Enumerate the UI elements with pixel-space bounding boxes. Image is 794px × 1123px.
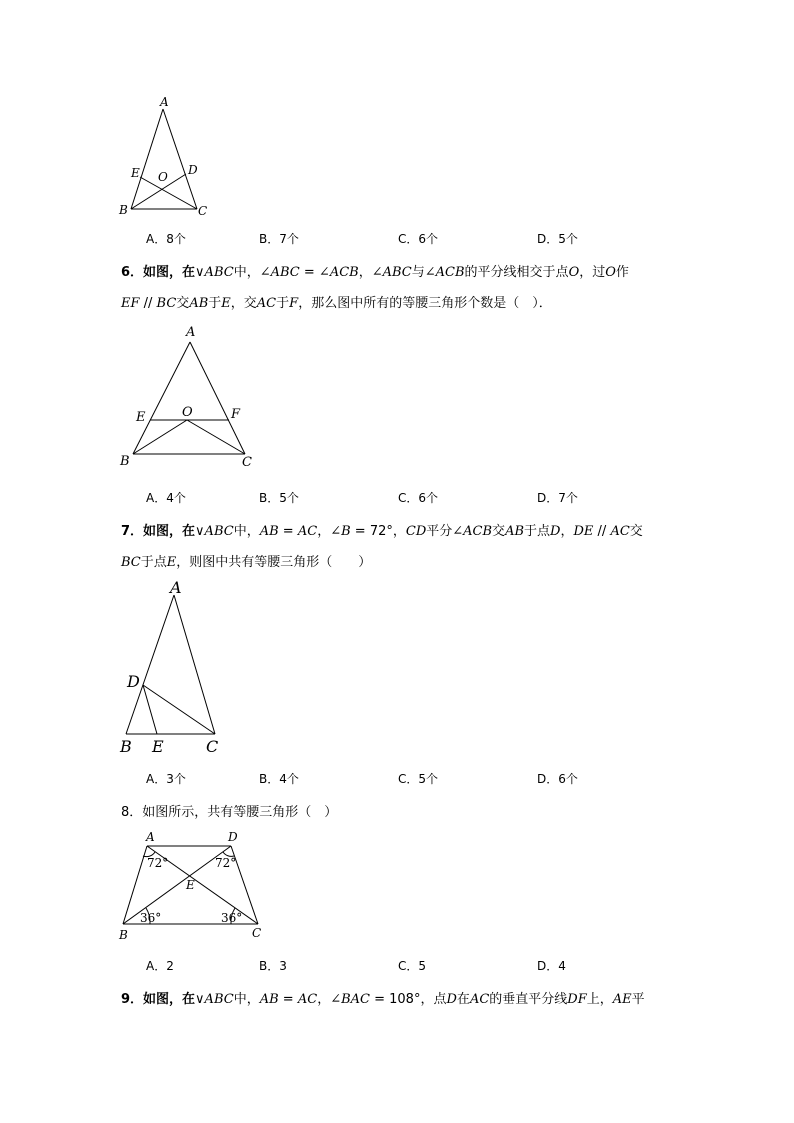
label-E: E bbox=[186, 878, 195, 892]
figure-q6-triangle bbox=[110, 320, 270, 472]
angle-B-label: 36° bbox=[140, 911, 162, 925]
label-C: C bbox=[206, 737, 219, 756]
label-D: D bbox=[228, 830, 238, 844]
q5-option-d: D．5个 bbox=[537, 232, 578, 246]
label-A: A bbox=[170, 578, 182, 597]
q8-option-c: C．5 bbox=[398, 959, 427, 973]
q6-option-b: B．5个 bbox=[259, 491, 299, 505]
label-C: C bbox=[242, 455, 252, 470]
q6-option-d: D．7个 bbox=[537, 491, 578, 505]
label-D: D bbox=[188, 163, 198, 177]
q6-line2: EF // BC交AB于E，交AC于F，那么图中所有的等腰三角形个数是（ ）． bbox=[121, 296, 552, 311]
label-A: A bbox=[186, 325, 196, 340]
q9-line1: 9．如图，在∨ABC中，AB = AC，∠BAC = 108°，点D在AC的垂直平分线DF上，AE平 bbox=[121, 992, 645, 1007]
label-B: B bbox=[120, 737, 132, 756]
label-D: D bbox=[127, 672, 140, 691]
label-C: C bbox=[198, 204, 208, 218]
q5-option-c: C．6个 bbox=[398, 232, 439, 246]
label-O: O bbox=[158, 170, 168, 184]
q6-option-a: A．4个 bbox=[146, 491, 186, 505]
figure-q5-triangle bbox=[110, 92, 220, 224]
label-A: A bbox=[146, 830, 155, 844]
label-A: A bbox=[160, 95, 169, 109]
angle-C-label: 36° bbox=[221, 911, 243, 925]
label-E: E bbox=[131, 166, 140, 180]
label-E: E bbox=[152, 737, 164, 756]
label-C: C bbox=[252, 926, 262, 940]
q8-option-b: B．3 bbox=[259, 959, 287, 973]
label-F: F bbox=[231, 407, 241, 422]
q6-option-c: C．6个 bbox=[398, 491, 439, 505]
q8-option-a: A．2 bbox=[146, 959, 174, 973]
q7-option-d: D．6个 bbox=[537, 772, 578, 786]
q8-option-d: D．4 bbox=[537, 959, 566, 973]
q5-option-a: A．8个 bbox=[146, 232, 186, 246]
q6-line1: 6．如图，在∨ABC中，∠ABC = ∠ACB，∠ABC与∠ACB的平分线相交于点O，过O作 bbox=[121, 265, 629, 280]
figure-q7-triangle bbox=[110, 575, 240, 760]
angle-D-label: 72° bbox=[215, 856, 237, 870]
label-B: B bbox=[120, 454, 130, 469]
q7-option-c: C．5个 bbox=[398, 772, 439, 786]
q7-line1: 7．如图，在∨ABC中，AB = AC，∠B = 72°，CD平分∠ACB交AB于点D，DE // AC交 bbox=[121, 524, 643, 539]
angle-A-label: 72° bbox=[147, 856, 169, 870]
label-E: E bbox=[136, 410, 146, 425]
q7-option-a: A．3个 bbox=[146, 772, 186, 786]
figure-q8-trapezoid bbox=[110, 825, 280, 945]
q7-option-b: B．4个 bbox=[259, 772, 299, 786]
q7-line2: BC于点E，则图中共有等腰三角形（ ） bbox=[121, 555, 372, 570]
label-B: B bbox=[119, 928, 128, 942]
q5-option-b: B．7个 bbox=[259, 232, 299, 246]
label-O: O bbox=[182, 405, 193, 420]
q8-text: 8．如图所示，共有等腰三角形（ ） bbox=[121, 805, 338, 820]
label-B: B bbox=[119, 203, 128, 217]
